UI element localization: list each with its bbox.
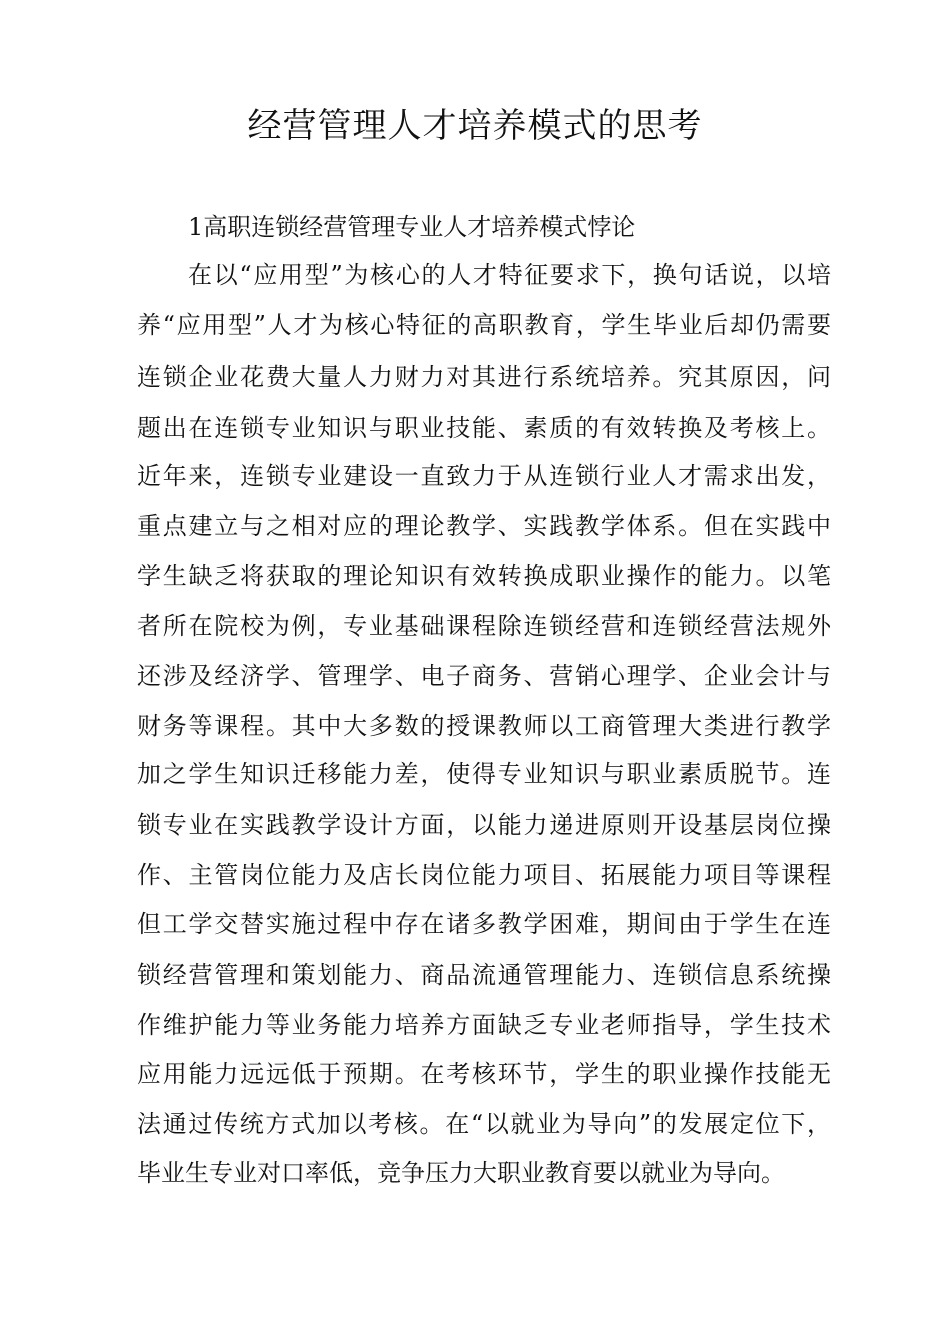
paragraph-line: 加之学生知识迁移能力差，使得专业知识与职业素质脱节。连	[137, 760, 831, 788]
paragraph-line: 者所在院校为例，专业基础课程除连锁经营和连锁经营法规外	[137, 612, 831, 640]
paragraph-line: 作维护能力等业务能力培养方面缺乏专业老师指导，学生技术	[137, 1011, 831, 1039]
paragraph-line: 养“应用型”人才为核心特征的高职教育，学生毕业后却仍需要	[137, 311, 831, 339]
paragraph-line: 但工学交替实施过程中存在诸多教学困难，期间由于学生在连	[137, 910, 831, 938]
paragraph-line: 题出在连锁专业知识与职业技能、素质的有效转换及考核上。	[137, 414, 831, 442]
paragraph-line: 还涉及经济学、管理学、电子商务、营销心理学、企业会计与	[137, 662, 831, 690]
paragraph-line: 应用能力远远低于预期。在考核环节，学生的职业操作技能无	[137, 1060, 831, 1088]
section-heading: 1高职连锁经营管理专业人才培养模式悖论	[188, 213, 636, 241]
paragraph-line: 财务等课程。其中大多数的授课教师以工商管理大类进行教学	[137, 712, 831, 740]
paragraph-line: 连锁企业花费大量人力财力对其进行系统培养。究其原因，问	[137, 363, 831, 391]
paragraph-line: 作、主管岗位能力及店长岗位能力项目、拓展能力项目等课程	[137, 861, 831, 889]
paragraph-line: 重点建立与之相对应的理论教学、实践教学体系。但在实践中	[137, 512, 831, 540]
paragraph-line: 近年来，连锁专业建设一直致力于从连锁行业人才需求出发，	[137, 462, 831, 490]
paragraph-line: 毕业生专业对口率低，竞争压力大职业教育要以就业为导向。	[137, 1159, 785, 1187]
paragraph-line: 学生缺乏将获取的理论知识有效转换成职业操作的能力。以笔	[137, 562, 831, 590]
paragraph-line: 锁专业在实践教学设计方面，以能力递进原则开设基层岗位操	[137, 811, 831, 839]
paragraph-line: 法通过传统方式加以考核。在“以就业为导向”的发展定位下，	[137, 1110, 831, 1138]
paragraph-line: 锁经营管理和策划能力、商品流通管理能力、连锁信息系统操	[137, 961, 831, 989]
page-title: 经营管理人才培养模式的思考	[247, 106, 703, 146]
paragraph-line: 在以“应用型”为核心的人才特征要求下，换句话说，以培	[188, 261, 831, 289]
